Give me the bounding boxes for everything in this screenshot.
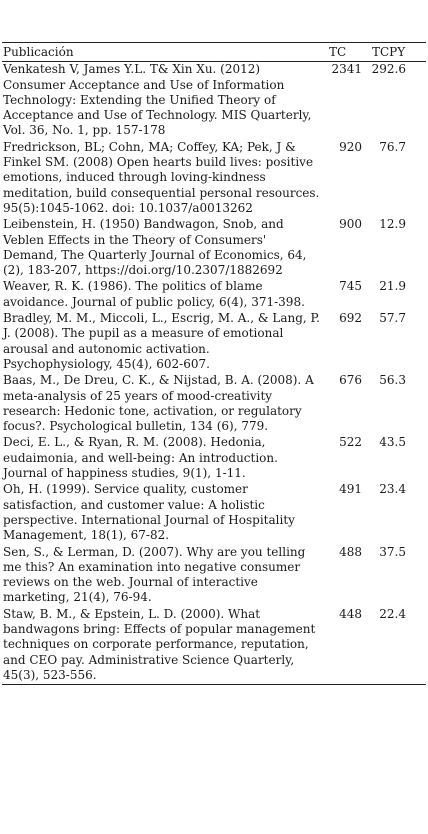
table-row: [2, 435, 426, 482]
tc-cell: 522: [339, 435, 362, 450]
publication-cell: Leibenstein, H. (1950) Bandwagon, Snob, and Veblen Effects in the Theory of Consumers' Demand, The Quarterly Journal of Economics, 64,(2), 183-207, https://doi.org/10.2307/1882692: [3, 217, 307, 278]
publication-cell: Sen, S., & Lerman, D. (2007). Why are you telling me this? An examination into negative consumer reviews on the web. Journal of interactive marketing, 21(4), 76-94.: [3, 544, 306, 605]
tcpy-cell: 57.7: [379, 311, 406, 326]
publication-cell: Oh, H. (1999). Service quality, customer satisfaction, and customer value: A holistic perspective. International Journal of Hospitality Management, 18(1), 67-82.: [3, 482, 295, 543]
table-row: [2, 482, 426, 544]
header-tc: TC: [329, 45, 347, 59]
publication-cell: Baas, M., De Dreu, C. K., & Nijstad, B. A. (2008). A meta-analysis of 25 years of mood-creativity research: Hedonic tone, activation, or regulatory focus?. Psychological bulletin, 134 (6), 779.: [3, 373, 314, 434]
citations-table: [2, 42, 426, 685]
tc-cell: 920: [339, 139, 362, 154]
tcpy-cell: 76.7: [379, 139, 406, 154]
table-row: [2, 607, 426, 685]
publication-cell: Venkatesh V, James Y.L. T& Xin Xu. (2012) Consumer Acceptance and Use of Information Technology: Extending the Unified Theory of Acceptance and Use of Technology. MIS Quarterly, Vol. 36, No. 1, pp. 157-178: [3, 62, 312, 138]
header-tcpy: TCPY: [372, 45, 406, 59]
table-row: [2, 279, 426, 311]
publication-cell: Fredrickson, BL; Cohn, MA; Coffey, KA; Pek, J & Finkel SM. (2008) Open hearts build lives: positive emotions, induced through loving-kindness meditation, build consequential personal resources. 95(5):1045-1062. doi: 10.1037/a0013262: [3, 139, 320, 215]
tc-cell: 745: [339, 279, 362, 294]
tc-cell: 488: [339, 544, 362, 559]
table-row: [2, 545, 426, 607]
tcpy-cell: 56.3: [379, 373, 406, 388]
table-row: [2, 373, 426, 435]
publication-cell: Deci, E. L., & Ryan, R. M. (2008). Hedonia, eudaimonia, and well-being: An introduction. Journal of happiness studies, 9(1), 1-11.: [3, 435, 278, 481]
publication-cell: Staw, B. M., & Epstein, L. D. (2000). What bandwagons bring: Effects of popular management techniques on corporate performance, reputation, and CEO pay. Administrative Science Quarterly, 45(3), 523-556.: [3, 606, 316, 682]
tc-cell: 900: [339, 217, 362, 232]
tcpy-cell: 21.9: [379, 279, 406, 294]
header-publication: Publicación: [3, 45, 74, 59]
table-row: [2, 217, 426, 279]
tc-cell: 2341: [331, 62, 362, 77]
tc-cell: 491: [339, 482, 362, 497]
tcpy-cell: 23.4: [379, 482, 406, 497]
table-row: [2, 140, 426, 217]
table-row: [2, 311, 426, 373]
tc-cell: 692: [339, 311, 362, 326]
tcpy-cell: 37.5: [379, 544, 406, 559]
tc-cell: 448: [339, 606, 362, 621]
tcpy-cell: 292.6: [371, 62, 406, 77]
table-row: [2, 62, 426, 140]
tcpy-cell: 22.4: [379, 606, 406, 621]
citations-table-container: [2, 42, 426, 685]
tcpy-cell: 12.9: [379, 217, 406, 232]
publication-cell: Weaver, R. K. (1986). The politics of blame avoidance. Journal of public policy, 6(4), 371-398.: [3, 279, 305, 309]
tc-cell: 676: [339, 373, 362, 388]
tcpy-cell: 43.5: [379, 435, 406, 450]
publication-cell: Bradley, M. M., Miccoli, L., Escrig, M. A., & Lang, P. J. (2008). The pupil as a measure of emotional arousal and autonomic activation. Psychophysiology, 45(4), 602-607.: [3, 311, 320, 371]
table-header-row: [2, 43, 426, 62]
